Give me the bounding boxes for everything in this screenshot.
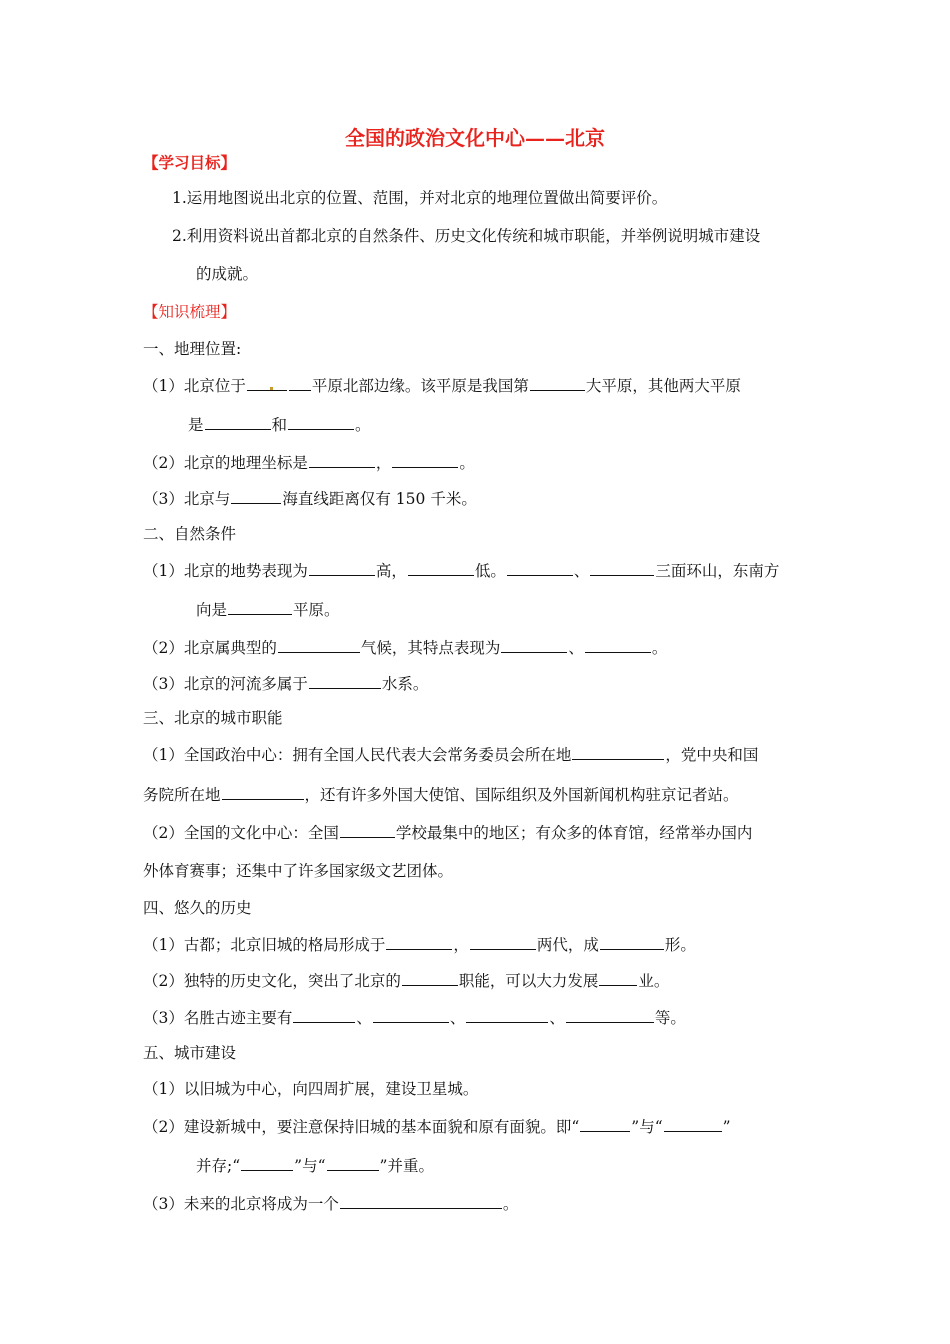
s2-question-3: （3）北京的河流多属于 水系。 — [143, 672, 428, 695]
blank[interactable] — [572, 743, 664, 760]
section-5-heading: 五、城市建设 — [143, 1044, 237, 1062]
blank[interactable] — [664, 1115, 722, 1132]
blank[interactable] — [585, 636, 651, 653]
blank[interactable] — [373, 1006, 449, 1023]
blank[interactable] — [501, 636, 567, 653]
blank[interactable] — [309, 451, 375, 468]
s5-question-2: （2）建设新城中，要注意保持旧城的基本面貌和原有面貌。即“ ”与“ ” — [143, 1115, 731, 1138]
blank[interactable] — [327, 1154, 379, 1171]
s2-question-1: （1）北京的地势表现为 高， 低。 、 三面环山，东南方 — [143, 559, 779, 582]
blank[interactable] — [566, 1006, 654, 1023]
s1-question-2: （2）北京的地理坐标是 ， 。 — [143, 451, 475, 474]
page-title: 全国的政治文化中心——北京 — [345, 126, 605, 150]
section-4-heading: 四、悠久的历史 — [143, 899, 252, 917]
blank[interactable] — [340, 1192, 502, 1209]
blank[interactable] — [231, 487, 281, 504]
s1-question-3: （3）北京与 海直线距离仅有 150 千米。 — [143, 487, 477, 510]
s3-question-2: （2）全国的文化中心：全国 学校最集中的地区；有众多的体育馆，经常举办国内 — [143, 821, 752, 844]
objectives-heading: 【学习目标】 — [143, 153, 237, 172]
objective-2: 2.利用资料说出首都北京的自然条件、历史文化传统和城市职能，并举例说明城市建设 — [172, 227, 761, 245]
blank[interactable] — [309, 672, 381, 689]
blank[interactable] — [309, 559, 375, 576]
blank[interactable] — [507, 559, 573, 576]
s3-question-1: （1）全国政治中心：拥有全国人民代表大会常务委员会所在地 ，党中央和国 — [143, 743, 758, 766]
s5-question-3: （3）未来的北京将成为一个 。 — [143, 1192, 518, 1215]
blank[interactable] — [530, 374, 585, 391]
s5-question-1: （1）以旧城为中心，向四周扩展，建设卫星城。 — [143, 1080, 479, 1098]
blank[interactable] — [205, 413, 271, 430]
blank[interactable] — [600, 933, 664, 950]
blank[interactable] — [466, 1006, 548, 1023]
marker-dot — [270, 387, 273, 390]
blank[interactable] — [222, 783, 304, 800]
blank[interactable] — [289, 374, 311, 391]
blank[interactable] — [408, 559, 474, 576]
section-1-heading: 一、地理位置: — [143, 340, 242, 358]
s1-question-1: （1）北京位于 平原北部边缘。该平原是我国第 大平原，其他两大平原 — [143, 374, 741, 397]
blank[interactable] — [402, 969, 458, 986]
blank[interactable] — [228, 598, 292, 615]
s5-question-2-cont: 并存;“ ”与“ ”并重。 — [196, 1154, 434, 1177]
s2-question-2: （2）北京属典型的 气候，其特点表现为 、 。 — [143, 636, 667, 659]
blank[interactable] — [278, 636, 360, 653]
blank[interactable] — [247, 374, 287, 391]
section-2-heading: 二、自然条件 — [143, 525, 237, 543]
objective-1: 1.运用地图说出北京的位置、范围，并对北京的地理位置做出简要评价。 — [172, 189, 668, 207]
s4-question-1: （1）古都；北京旧城的格局形成于 ， 两代，成 形。 — [143, 933, 696, 956]
review-heading: 【知识梳理】 — [143, 303, 237, 321]
blank[interactable] — [392, 451, 458, 468]
blank[interactable] — [590, 559, 654, 576]
s1-question-1-cont: 是 和 。 — [188, 413, 371, 436]
section-3-heading: 三、北京的城市职能 — [143, 709, 283, 727]
blank[interactable] — [340, 821, 395, 838]
s3-question-2-cont: 外体育赛事；还集中了许多国家级文艺团体。 — [143, 862, 454, 880]
blank[interactable] — [386, 933, 452, 950]
blank[interactable] — [241, 1154, 293, 1171]
s3-question-1-cont: 务院所在地 ，还有许多外国大使馆、国际组织及外国新闻机构驻京记者站。 — [143, 783, 739, 806]
objective-2-cont: 的成就。 — [196, 265, 259, 283]
blank[interactable] — [580, 1115, 630, 1132]
blank[interactable] — [470, 933, 536, 950]
blank[interactable] — [293, 1006, 355, 1023]
blank[interactable] — [599, 969, 637, 986]
blank[interactable] — [288, 413, 354, 430]
s4-question-3: （3）名胜古迹主要有 、 、 、 等。 — [143, 1006, 686, 1029]
s4-question-2: （2）独特的历史文化，突出了北京的 职能，可以大力发展 业。 — [143, 969, 669, 992]
s2-question-1-cont: 向是 平原。 — [196, 598, 340, 621]
